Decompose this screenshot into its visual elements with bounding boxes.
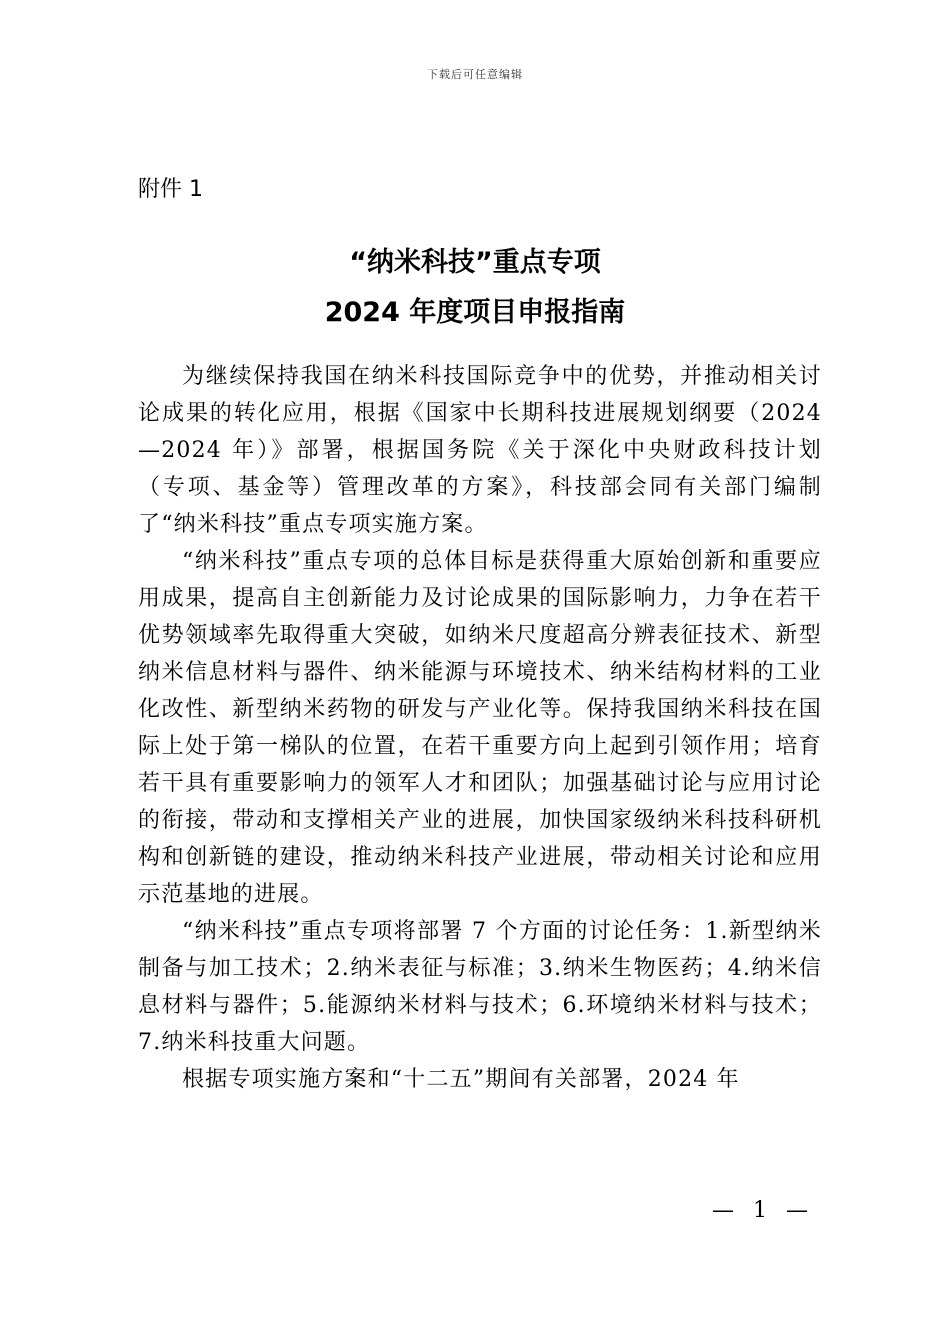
paragraph-4: 根据专项实施方案和“十二五”期间有关部署，2024 年 — [182, 1067, 740, 1092]
document-title-line-1: “纳米科技”重点专项 — [349, 247, 601, 278]
paragraph-2: “纳米科技”重点专项的总体目标是获得重大原始创新和重要应用成果，提高自主创新能力及讨论成果的国际影响力，力争在若干优势领域率先取得重大突破，如纳米尺度超高分辨表征技术、新型纳米信息材料与器件、纳米能源与环境技术、纳米结构材料的工业化改性、新型纳米药物的研发与产业化等。保持我国纳米科技在国际上处于第一梯队的位置，在若干重要方向上起到引领作用；培育若干具有重要影响力的领军人才和团队；加强基础讨论与应用讨论的衔接，带动和支撑相关产业的进展，加快国家级纳米科技科研机构和创新链的建设，推动纳米科技产业进展，带动相关讨论和应用示范基地的进展。 — [138, 549, 822, 907]
document-title-line-2: 2024 年度项目申报指南 — [324, 297, 626, 328]
page-number: — 1 — — [712, 1198, 814, 1223]
attachment-label: 附件 1 — [138, 177, 203, 202]
body-text — [138, 358, 822, 1098]
paragraph-1: 为继续保持我国在纳米科技国际竞争中的优势，并推动相关讨论成果的转化应用，根据《国家中长期科技进展规划纲要（2024—2024 年）》部署，根据国务院《关于深化中央财政科技计划（专项、基金等）管理改革的方案》，科技部会同有关部门编制了“纳米科技”重点专项实施方案。 — [138, 364, 822, 537]
paragraph-3: “纳米科技”重点专项将部署 7 个方面的讨论任务：1.新型纳米制备与加工技术；2.纳米表征与标准；3.纳米生物医药；4.纳米信息材料与器件；5.能源纳米材料与技术；6.环境纳米材料与技术；7.纳米科技重大问题。 — [138, 919, 822, 1055]
header-note: 下载后可任意编辑 — [427, 68, 523, 81]
